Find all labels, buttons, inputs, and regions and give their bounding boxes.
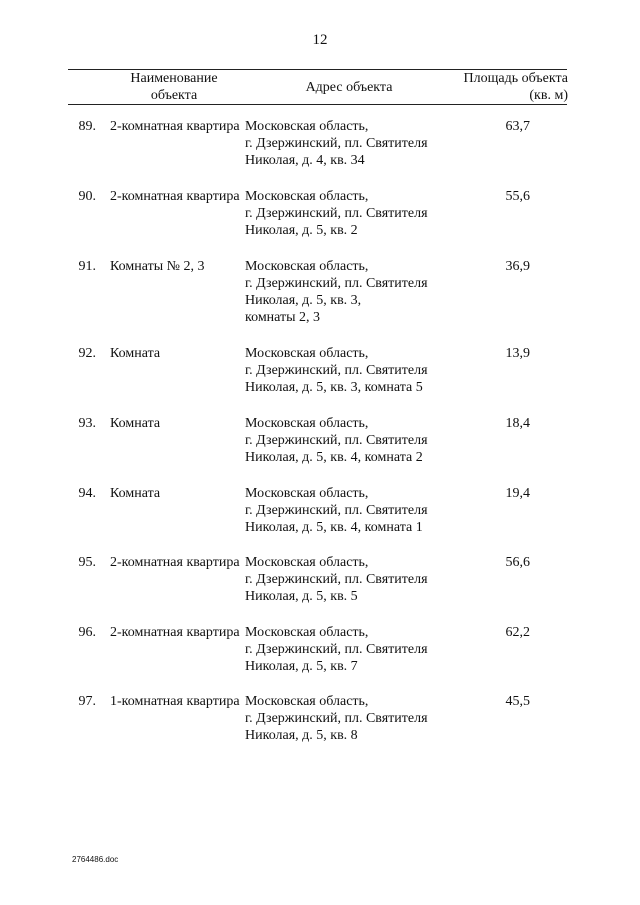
- table-row: [0, 258, 640, 326]
- column-header-name: Наименование объекта: [130, 71, 218, 103]
- address-line: г. Дзержинский, пл. Святителя: [245, 363, 428, 378]
- object-address: [245, 258, 455, 326]
- address-line: Московская область,: [245, 625, 369, 640]
- address-line: Николая, д. 5, кв. 4, комната 2: [245, 450, 423, 465]
- object-address: [245, 693, 455, 744]
- object-name: 2-комнатная квартира: [110, 625, 240, 640]
- row-number: 91.: [78, 259, 96, 274]
- row-number: 95.: [78, 555, 96, 570]
- address-line: г. Дзержинский, пл. Святителя: [245, 711, 428, 726]
- column-header-area: Площадь объекта (кв. м): [463, 71, 568, 103]
- address-line: г. Дзержинский, пл. Святителя: [245, 433, 428, 448]
- object-address: [245, 415, 455, 466]
- address-line: Московская область,: [245, 486, 369, 501]
- address-line: Николая, д. 5, кв. 7: [245, 659, 358, 674]
- address-line: Московская область,: [245, 416, 369, 431]
- address-line: Николая, д. 5, кв. 5: [245, 589, 358, 604]
- address-line: Московская область,: [245, 346, 369, 361]
- column-header-address: Адрес объекта: [305, 80, 393, 95]
- address-line: г. Дзержинский, пл. Святителя: [245, 642, 428, 657]
- object-area: 55,6: [505, 189, 530, 204]
- object-name: Комнаты № 2, 3: [110, 259, 205, 274]
- object-area: 18,4: [505, 416, 530, 431]
- address-line: Московская область,: [245, 694, 369, 709]
- object-area: 63,7: [505, 119, 530, 134]
- row-number: 90.: [78, 189, 96, 204]
- address-line: Московская область,: [245, 259, 369, 274]
- page-number: 12: [312, 32, 328, 48]
- address-line: Московская область,: [245, 189, 369, 204]
- object-area: 19,4: [505, 486, 530, 501]
- row-number: 96.: [78, 625, 96, 640]
- object-address: [245, 118, 455, 169]
- row-number: 94.: [78, 486, 96, 501]
- object-name: 2-комнатная квартира: [110, 189, 240, 204]
- table-row: [0, 693, 640, 744]
- object-name: Комната: [110, 346, 161, 361]
- address-line: Николая, д. 5, кв. 8: [245, 728, 358, 743]
- table-row: [0, 554, 640, 605]
- address-line: Николая, д. 5, кв. 3,: [245, 293, 362, 308]
- object-name: Комната: [110, 416, 161, 431]
- address-line: Николая, д. 5, кв. 4, комната 1: [245, 520, 423, 535]
- table-row: [0, 345, 640, 396]
- address-line: Московская область,: [245, 119, 369, 134]
- address-line: г. Дзержинский, пл. Святителя: [245, 136, 428, 151]
- object-address: [245, 345, 455, 396]
- table-row: [0, 415, 640, 466]
- object-area: 56,6: [505, 555, 530, 570]
- address-line: Николая, д. 5, кв. 3, комната 5: [245, 380, 423, 395]
- object-area: 45,5: [505, 694, 530, 709]
- address-line: г. Дзержинский, пл. Святителя: [245, 206, 428, 221]
- object-name: Комната: [110, 486, 161, 501]
- object-area: 13,9: [505, 346, 530, 361]
- row-number: 97.: [78, 694, 96, 709]
- object-name: 2-комнатная квартира: [110, 555, 240, 570]
- object-name: 1-комнатная квартира: [110, 694, 240, 709]
- object-address: [245, 188, 455, 239]
- object-name: 2-комнатная квартира: [110, 119, 240, 134]
- row-number: 92.: [78, 346, 96, 361]
- object-address: [245, 554, 455, 605]
- address-line: Московская область,: [245, 555, 369, 570]
- address-line: Николая, д. 5, кв. 2: [245, 223, 358, 238]
- row-number: 89.: [78, 119, 96, 134]
- header-bottom-rule: [68, 104, 567, 105]
- table-row: [0, 188, 640, 239]
- document-filename: 2764486.doc: [72, 855, 119, 864]
- address-line: комнаты 2, 3: [245, 310, 321, 325]
- object-area: 36,9: [505, 259, 530, 274]
- address-line: г. Дзержинский, пл. Святителя: [245, 572, 428, 587]
- object-area: 62,2: [505, 625, 530, 640]
- address-line: Николая, д. 4, кв. 34: [245, 153, 365, 168]
- object-address: [245, 624, 455, 675]
- table-row: [0, 485, 640, 536]
- address-line: г. Дзержинский, пл. Святителя: [245, 276, 428, 291]
- row-number: 93.: [78, 416, 96, 431]
- object-address: [245, 485, 455, 536]
- address-line: г. Дзержинский, пл. Святителя: [245, 503, 428, 518]
- table-row: [0, 624, 640, 675]
- table-row: [0, 118, 640, 169]
